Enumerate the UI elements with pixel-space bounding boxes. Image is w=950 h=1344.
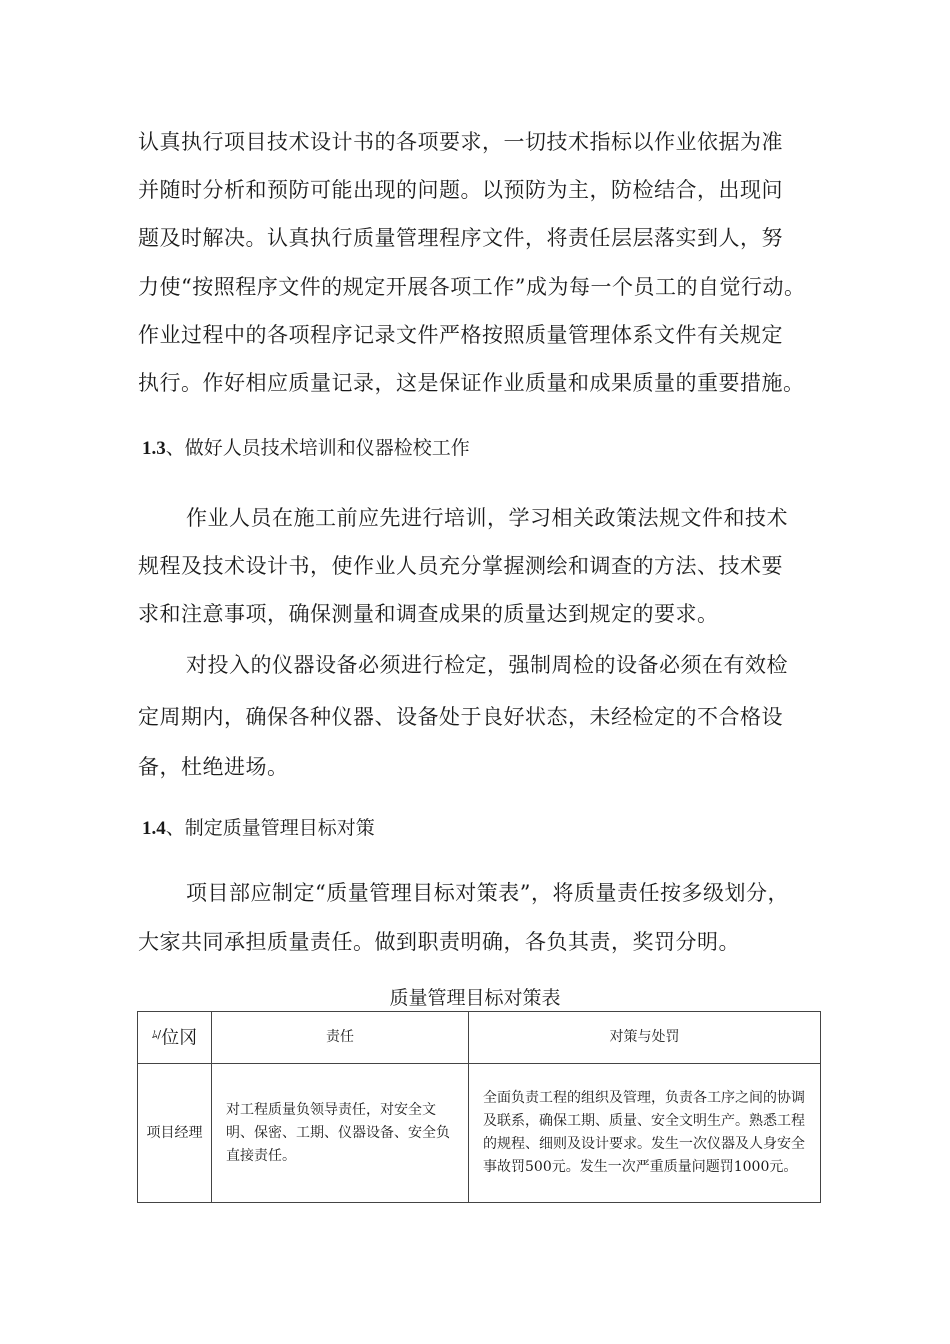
section-number: 1.3 [142,438,166,459]
table-row [138,1064,821,1203]
section-number: 1.4 [142,818,166,839]
header-position-big: 位冈 [161,1027,198,1049]
section-heading-1-3 [142,435,470,462]
paragraph-line: 大家共同承担质量责任。做到职责明确，各负其责，奖罚分明。 [138,930,740,954]
section-title: 、制定质量管理目标对策 [165,817,375,839]
paragraph-line: 定周期内，确保各种仪器、设备处于良好状态，未经检定的不合格设 [138,705,783,729]
header-position-small: ﾑ/ [151,1028,162,1042]
section-title: 、做好人员技术培训和仪器检校工作 [165,437,470,459]
paragraph-line: 执行。作好相应质量记录，这是保证作业质量和成果质量的重要措施。 [138,371,805,395]
paragraph-line: 对投入的仪器设备必须进行检定，强制周检的设备必须在有效检 [186,653,788,677]
paragraph-line: 力使“按照程序文件的规定开展各项工作”成为每一个员工的自觉行动。 [138,275,806,299]
quality-target-table [137,1011,821,1203]
paragraph-line: 认真执行项目技术设计书的各项要求，一切技术指标以作业依据为准 [138,130,783,154]
paragraph-line: 备，杜绝进场。 [138,755,289,779]
cell-role: 项目经理 [138,1064,212,1203]
table-title: 质量管理目标对策表 [389,987,561,1009]
paragraph-line: 求和注意事项，确保测量和调查成果的质量达到规定的要求。 [138,602,719,626]
cell-measures: 全面负责工程的组织及管理，负责各工序之间的协调及联系，确保工期、质量、安全文明生产。熟悉工程的规程、细则及设计要求。发生一次仪器及人身安全事故罚500元。发生一次严重质量问题罚1000元。 [469,1064,821,1203]
header-measures: 对策与处罚 [469,1012,821,1064]
header-responsibility: 责任 [212,1012,469,1064]
paragraph-line: 题及时解决。认真执行质量管理程序文件，将责任层层落实到人，努 [138,226,783,250]
paragraph-line: 作业过程中的各项程序记录文件严格按照质量管理体系文件有关规定 [138,323,783,347]
paragraph-line: 并随时分析和预防可能出现的问题。以预防为主，防检结合，出现问 [138,178,783,202]
cell-responsibility: 对工程质量负领导责任，对安全文明、保密、工期、仪器设备、安全负直接责任。 [212,1064,469,1203]
paragraph-line: 项目部应制定“质量管理目标对策表”，将质量责任按多级划分， [186,881,789,905]
header-position [138,1012,212,1064]
paragraph-line: 作业人员在施工前应先进行培训，学习相关政策法规文件和技术 [186,506,788,530]
paragraph-line: 规程及技术设计书，使作业人员充分掌握测绘和调查的方法、技术要 [138,554,783,578]
table-header-row [138,1012,821,1064]
section-heading-1-4 [142,815,375,842]
